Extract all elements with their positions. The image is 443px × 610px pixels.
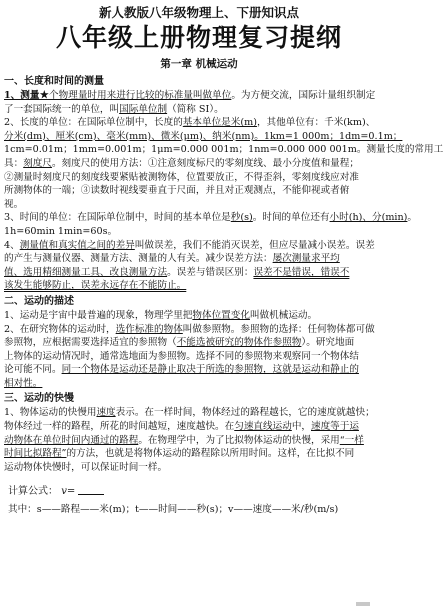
paragraph-line: 视。 [4, 198, 24, 210]
paragraph-line: 3、时间的单位：在国际单位制中，时间的基本单位是秒(s)。时间的单位还有小时(h)、分(min)。 [4, 212, 417, 224]
paragraph-line: 相对性。 [4, 377, 43, 389]
paragraph-line: 分米(dm)、厘米(cm)、毫米(mm)、微米(μm)、纳米(nm)。1km=1 000m；1dm=0.1m； [4, 130, 403, 142]
paragraph-line: 2、在研究物体的运动时，选作标准的物体叫做参照物。参照物的选择：任何物体都可做 [4, 323, 375, 335]
page-title: 八年级上册物理复习提纲 [55, 23, 342, 52]
section-heading-motion-description: 二、运动的描述 [4, 295, 74, 307]
page-corner-mark [356, 602, 370, 606]
paragraph-line: 1cm=0.01m；1mm=0.001m；1μm=0.000 001m；1nm=0.000 000 001m。测量长度的常用工 [4, 144, 443, 156]
paragraph-line: 所测物体的一端；③读数时视线要垂直于尺面，并且对正观测点，不能仰视或者俯 [4, 185, 350, 197]
paragraph-line: 参照物，应根据需要选择适宜的参照物（不能选被研究的物体作参照物）。研究地面 [4, 337, 355, 349]
formula-label: 计算公式： [8, 486, 58, 498]
paragraph-line: 运动物体快慢时，可以保证时间一样。 [4, 461, 168, 473]
formula-fraction-blank [78, 485, 104, 495]
paragraph-line: 时间比拟路程”的方法，也就是将物体运动的路程除以所用时间。这样，在比拟不同 [4, 448, 355, 460]
paragraph-line: 该发生能够防止，误差永远存在不能防止。 [4, 280, 187, 292]
paragraph-line: 4、测量值和真实值之间的差异叫做误差，我们不能消灭误差，但应尽量减小误差。误差 [4, 239, 375, 251]
paragraph-line: 1、测量★个物理量时用来进行比较的标准量叫做单位。为方便交流，国际计量组织制定 [4, 90, 376, 101]
paragraph-line: 物体经过一样的路程，所花的时间越短，速度越快。在匀速直线运动中，速度等于运 [4, 421, 359, 433]
paragraph-line: 了一套国际统一的单位，叫国际单位制（简称 SI）。 [4, 103, 224, 115]
paragraph-line: 具：刻度尺。刻度尺的使用方法：①注意刻度标尺的零刻度线、最小分度值和量程； [4, 157, 359, 169]
chapter-heading: 第一章 机械运动 [160, 58, 238, 70]
paragraph-line: 1、物体运动的快慢用速度表示。在一样时间，物体经过的路程越长，它的速度就越快； [4, 407, 375, 419]
paragraph-line: 1、运动是宇宙中最普遍的现象，物理学里把物体位置变化叫做机械运动。 [4, 309, 318, 321]
formula-lhs: v= [61, 486, 76, 498]
paragraph-line: 论可能不同。同一个物体是运动还是静止取决于所选的参照物，这就是运动和静止的 [4, 364, 359, 376]
series-title: 新人教版八年级物理上、下册知识点 [98, 5, 299, 20]
speed-formula [8, 484, 394, 499]
paragraph-line: 值、选用精细测量工具、改良测量方法。误差与错误区别：误差不是错误，错误不 [4, 266, 350, 278]
section-heading-length-time: 一、长度和时间的测量 [4, 76, 104, 87]
paragraph-line: 动物体在单位时间内通过的路程。在物理学中，为了比拟物体运动的快慢，采用“一样 [4, 434, 364, 446]
paragraph-line: 上物体的运动情况时，通常选地面为参照物。选择不同的参照物来观察同一个物体结 [4, 350, 359, 362]
section-heading-speed: 三、运动的快慢 [4, 393, 74, 405]
paragraph-line: ②测量时刻度尺的刻度线要紧贴被测物体，位置要放正，不得歪斜，零刻度线应对准 [4, 171, 359, 183]
paragraph-line: 2、长度的单位：在国际单位制中，长度的基本单位是米(m)，其他单位有：千米(km)、 [4, 117, 376, 129]
paragraph-line: 1h=60min 1min=60s。 [4, 225, 118, 237]
paragraph-line: 的产生与测量仪器、测量方法、测量的人有关。减少误差方法：屡次测量求平均 [4, 253, 340, 265]
formula-legend: 其中：s——路程——米(m)；t——时间——秒(s)；v——速度——米/秒(m/s) [8, 504, 339, 516]
